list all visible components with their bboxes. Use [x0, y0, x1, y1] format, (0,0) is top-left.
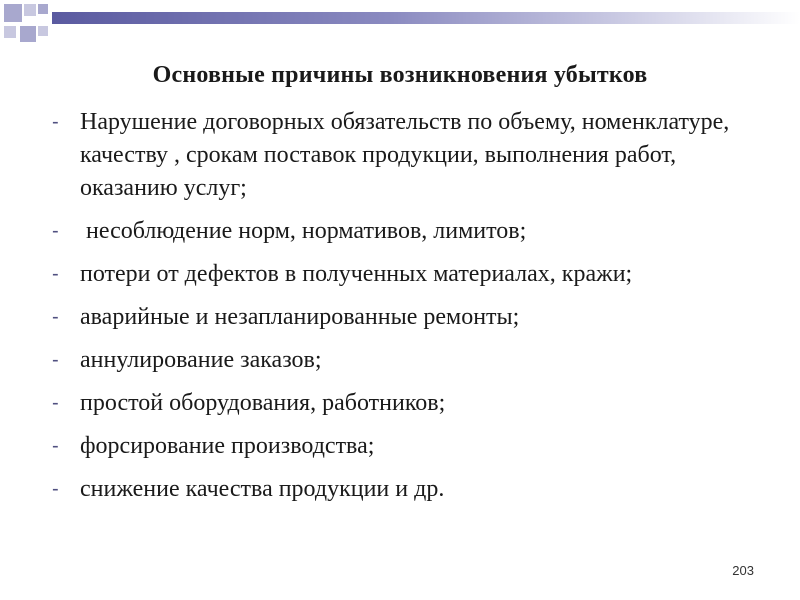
list-item-text: потери от дефектов в полученных материалах, кражи; [80, 261, 633, 287]
bullet-dash: - [52, 220, 59, 242]
list-item-text: аннулирование заказов; [80, 347, 322, 373]
list-item [0, 430, 800, 463]
list-item-text: аварийные и незапланированные ремонты; [80, 304, 520, 330]
page-number: 203 [732, 563, 754, 578]
bullet-dash: - [52, 306, 59, 328]
deco-square [38, 26, 48, 36]
list-item [0, 301, 800, 334]
slide-title: Основные причины возникновения убытков [152, 62, 648, 88]
deco-square [4, 4, 22, 22]
bullet-dash: - [52, 111, 59, 133]
bullet-dash: - [52, 478, 59, 500]
bullet-dash: - [52, 349, 59, 371]
list-item-text: простой оборудования, работников; [80, 390, 446, 416]
list-item [0, 258, 800, 291]
list-item [0, 473, 800, 506]
header-gradient-bar [52, 12, 800, 24]
bullet-list [0, 106, 800, 516]
list-item-text: несоблюдение норм, нормативов, лимитов; [80, 218, 527, 244]
list-item [0, 387, 800, 420]
deco-square [20, 26, 36, 42]
list-item [0, 106, 800, 205]
bullet-dash: - [52, 263, 59, 285]
list-item-text: Нарушение договорных обязательств по объему, номенклатуре, качеству , срокам поставок продукции, выполнения работ, оказанию услуг; [80, 109, 730, 201]
bullet-dash: - [52, 392, 59, 414]
deco-square [4, 26, 16, 38]
list-item-text: снижение качества продукции и др. [80, 476, 445, 502]
list-item [0, 344, 800, 377]
deco-square [24, 4, 36, 16]
list-item [0, 215, 800, 248]
bullet-dash: - [52, 435, 59, 457]
deco-square [38, 4, 48, 14]
list-item-text: форсирование производства; [80, 433, 375, 459]
header-decoration [0, 0, 800, 48]
